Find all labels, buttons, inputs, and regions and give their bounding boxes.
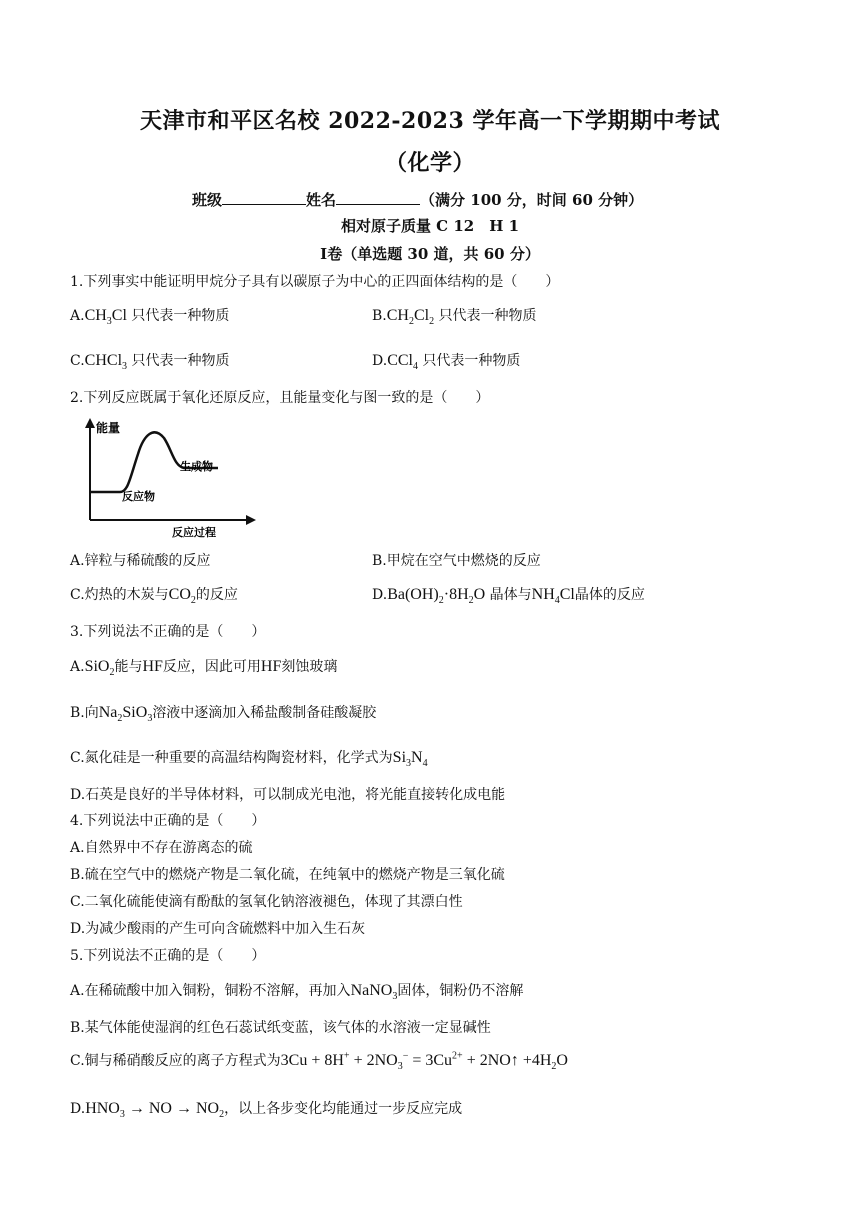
formula: $CH_3Cl$ bbox=[84, 307, 127, 328]
q2-option-c bbox=[70, 584, 238, 606]
product-label: 生成物 bbox=[180, 460, 213, 473]
q2-option-b bbox=[372, 550, 541, 570]
option-prefix: C. bbox=[70, 587, 85, 603]
option-prefix: D. bbox=[70, 787, 86, 803]
option-prefix: B. bbox=[70, 867, 85, 883]
q4-option-b bbox=[70, 864, 505, 884]
question-1-stem: 1.下列事实中能证明甲烷分子具有以碳原子为中心的正四面体结构的是（ ） bbox=[70, 274, 560, 290]
subject-title: （化学） bbox=[384, 150, 475, 176]
formula: NaNO$_3$ bbox=[350, 982, 398, 1003]
option-prefix: C. bbox=[70, 353, 85, 369]
option-text: 锌粒与稀硫酸的反应 bbox=[84, 553, 211, 569]
option-prefix: C. bbox=[70, 894, 85, 910]
option-text: 刻蚀玻璃 bbox=[281, 659, 338, 675]
q5-option-c bbox=[70, 1050, 568, 1072]
energy-diagram bbox=[68, 416, 258, 544]
question-2-stem: 2.下列反应既属于氧化还原反应，且能量变化与图一致的是（ ） bbox=[70, 390, 490, 406]
option-text: 在稀硫酸中加入铜粉，铜粉不溶解，再加入 bbox=[84, 983, 351, 999]
y-axis-arrow bbox=[85, 418, 95, 428]
option-text: 反应，因此可用 bbox=[162, 659, 261, 675]
option-text: 某气体能使湿润的红色石蕊试纸变蓝，该气体的水溶液一定显碱性 bbox=[84, 1020, 491, 1036]
formula: HF bbox=[142, 658, 163, 675]
option-text: 铜与稀硝酸反应的离子方程式为 bbox=[84, 1053, 281, 1069]
q4-option-c bbox=[70, 891, 463, 911]
option-text: 的反应 bbox=[195, 587, 238, 603]
option-text: 只代表一种物质 bbox=[438, 308, 537, 324]
option-prefix: C. bbox=[70, 750, 85, 766]
reactant-label: 反应物 bbox=[122, 490, 155, 503]
option-prefix: D. bbox=[70, 921, 86, 937]
atomic-mass-line: 相对原子质量 C 12 H 1 bbox=[340, 217, 520, 235]
q1-option-c bbox=[70, 350, 229, 372]
option-prefix: A. bbox=[70, 840, 85, 856]
x-axis-label: 反应过程 bbox=[172, 526, 216, 539]
name-label: 姓名 bbox=[306, 191, 337, 209]
option-prefix: C. bbox=[70, 1053, 85, 1069]
option-text: 只代表一种物质 bbox=[131, 353, 230, 369]
option-prefix: B. bbox=[372, 553, 387, 569]
formula: CCl$_4$ bbox=[387, 352, 418, 373]
q5-option-b bbox=[70, 1017, 491, 1037]
section-heading: Ⅰ卷（单选题 30 道，共 60 分） bbox=[320, 245, 540, 263]
formula: $HNO_3$ → NO → $NO_2$ bbox=[85, 1100, 225, 1121]
option-text: 溶液中逐滴加入稀盐酸制备硅酸凝胶 bbox=[152, 705, 377, 721]
q2-option-a bbox=[70, 550, 211, 570]
option-text: 硫在空气中的燃烧产物是二氧化硫，在纯氧中的燃烧产物是三氧化硫 bbox=[84, 867, 505, 883]
q3-option-c bbox=[70, 747, 428, 769]
question-4-stem: 4.下列说法中正确的是（ ） bbox=[70, 813, 266, 829]
option-text: 氮化硅是一种重要的高温结构陶瓷材料，化学式为 bbox=[84, 750, 393, 766]
y-axis-label: 能量 bbox=[96, 421, 121, 435]
option-text: 晶体与 bbox=[489, 587, 532, 603]
option-prefix: B. bbox=[70, 705, 85, 721]
formula: $CO_2$ bbox=[168, 586, 196, 607]
student-info-line bbox=[192, 189, 643, 210]
q4-option-a bbox=[70, 837, 253, 857]
q3-option-d bbox=[70, 784, 505, 804]
formula: $Na_2SiO_3$ bbox=[98, 704, 153, 725]
option-text: 只代表一种物质 bbox=[422, 353, 521, 369]
option-text: 固体，铜粉仍不溶解 bbox=[397, 983, 524, 999]
question-5-stem: 5.下列说法不正确的是（ ） bbox=[70, 948, 266, 964]
option-text: 石英是良好的半导体材料，可以制成光电池，将光能直接转化成电能 bbox=[85, 787, 506, 803]
class-blank bbox=[222, 190, 306, 205]
formula: $CH_2Cl_2$ bbox=[386, 307, 435, 328]
x-axis-arrow bbox=[246, 515, 256, 525]
exam-title: 天津市和平区名校 2022-2023 学年高一下学期期中考试 bbox=[140, 108, 720, 134]
option-text: 向 bbox=[84, 705, 99, 721]
option-prefix: D. bbox=[70, 1101, 86, 1117]
formula: CHCl$_3$ bbox=[84, 352, 128, 373]
q2-option-d bbox=[372, 584, 645, 606]
formula: $NH_4Cl$ bbox=[531, 586, 575, 607]
option-prefix: A. bbox=[70, 308, 85, 324]
question-3-stem: 3.下列说法不正确的是（ ） bbox=[70, 624, 266, 640]
q3-option-a bbox=[70, 656, 337, 678]
q1-option-a bbox=[70, 305, 229, 327]
q4-option-d bbox=[70, 918, 365, 938]
option-text: 为减少酸雨的产生可向含硫燃料中加入生石灰 bbox=[85, 921, 366, 937]
option-text: 只代表一种物质 bbox=[131, 308, 230, 324]
formula: $Ba(OH)_2\cdot 8H_2O$ bbox=[387, 586, 486, 607]
q1-option-b bbox=[372, 305, 537, 327]
class-label: 班级 bbox=[192, 191, 223, 209]
q3-option-b bbox=[70, 702, 376, 724]
ionic-equation: $3Cu + 8H^+ + 2NO_3^- = 3Cu^{2+}$ + 2NO↑ $+4H_2O$ bbox=[280, 1050, 568, 1073]
formula: SiO$_2$ bbox=[84, 658, 115, 679]
option-text: ，以上各步变化均能通过一步反应完成 bbox=[224, 1101, 463, 1117]
option-prefix: B. bbox=[372, 308, 387, 324]
q5-option-a bbox=[70, 980, 523, 1002]
formula: $Si_3N_4$ bbox=[392, 749, 428, 770]
option-text: 二氧化硫能使滴有酚酞的氢氧化钠溶液褪色，体现了其漂白性 bbox=[84, 894, 463, 910]
option-text: 灼热的木炭与 bbox=[84, 587, 169, 603]
name-blank bbox=[336, 190, 420, 205]
option-prefix: B. bbox=[70, 1020, 85, 1036]
option-prefix: A. bbox=[70, 659, 85, 675]
option-prefix: D. bbox=[372, 587, 388, 603]
q5-option-d bbox=[70, 1098, 462, 1120]
option-text: 甲烷在空气中燃烧的反应 bbox=[386, 553, 541, 569]
option-text: 晶体的反应 bbox=[574, 587, 645, 603]
option-prefix: D. bbox=[372, 353, 388, 369]
q1-option-d bbox=[372, 350, 520, 372]
option-text: 自然界中不存在游离态的硫 bbox=[84, 840, 253, 856]
option-prefix: A. bbox=[70, 553, 85, 569]
option-prefix: A. bbox=[70, 983, 85, 999]
score-time-info: （满分 100 分，时间 60 分钟） bbox=[420, 191, 644, 209]
option-text: 能与 bbox=[114, 659, 143, 675]
formula: HF bbox=[260, 658, 282, 675]
